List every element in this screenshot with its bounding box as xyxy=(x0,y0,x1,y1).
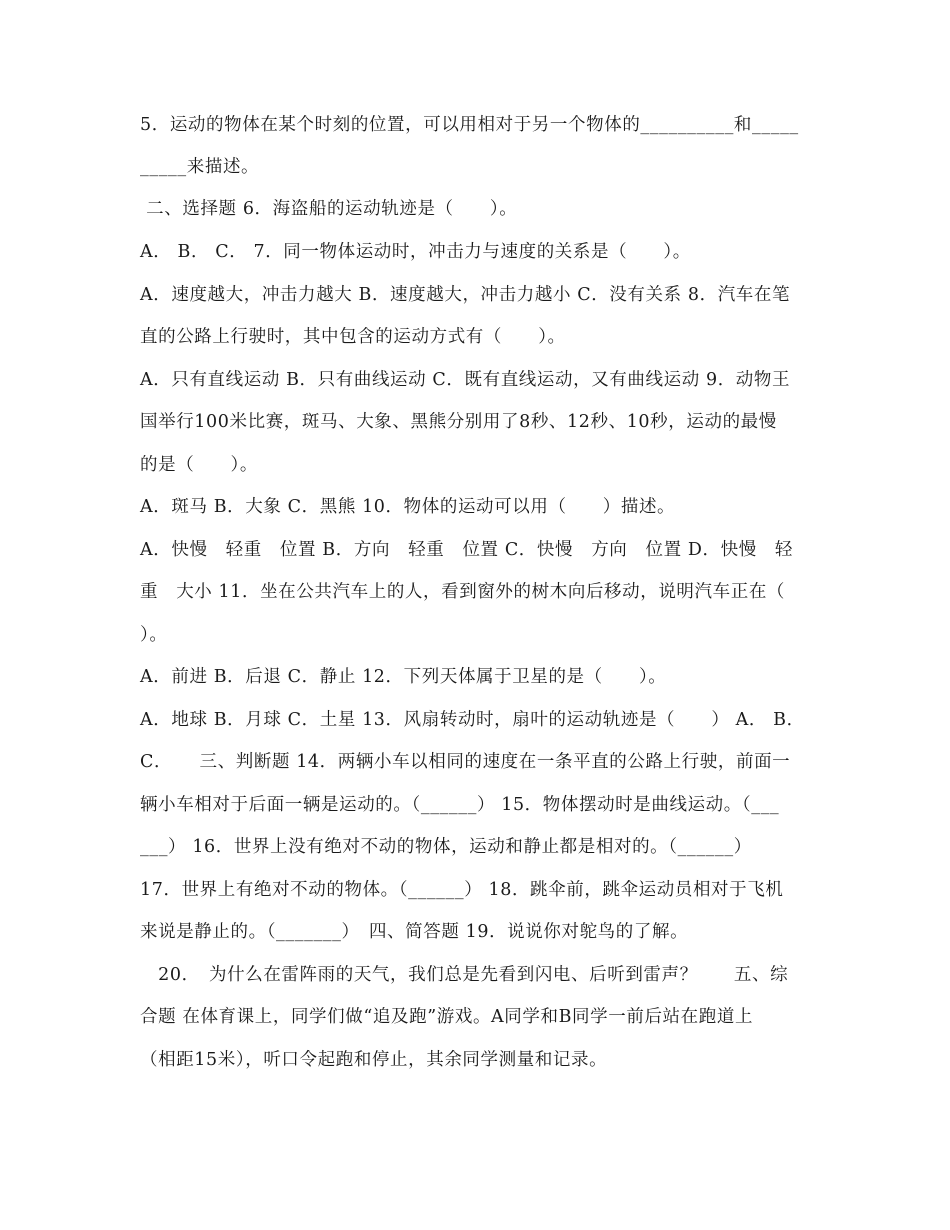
text-line: 二、选择题 6．海盗船的运动轨迹是（ ）。 xyxy=(140,199,518,219)
text-line: A．只有直线运动 B．只有曲线运动 C．既有直线运动，又有曲线运动 9．动物王 xyxy=(140,370,791,390)
text-line: 合题 在体育课上，同学们做“追及跑”游戏。A同学和B同学一前后站在跑道上 xyxy=(140,1007,754,1027)
text-line: C． 三、判断题 14．两辆小车以相同的速度在一条平直的公路上行驶，前面一 xyxy=(140,752,791,772)
text-line: 17．世界上有绝对不动的物体。（______） 18．跳伞前，跳伞运动员相对于飞机 xyxy=(140,880,784,900)
text-line: 直的公路上行驶时，其中包含的运动方式有（ ）。 xyxy=(140,327,566,347)
text-line: _____来描述。 xyxy=(140,157,260,177)
text-line: 重 大小 11．坐在公共汽车上的人，看到窗外的树木向后移动，说明汽车正在（ xyxy=(140,582,786,602)
text-line: A．速度越大，冲击力越大 B．速度越大，冲击力越小 C．没有关系 8．汽车在笔 xyxy=(140,285,791,305)
text-line: （相距15米），听口令起跑和停止，其余同学测量和记录。 xyxy=(140,1050,608,1070)
text-line: ）。 xyxy=(140,625,168,645)
text-line: A． B． C． 7．同一物体运动时，冲击力与速度的关系是（ ）。 xyxy=(140,242,691,262)
text-line: 国举行100米比赛，斑马、大象、黑熊分别用了8秒、12秒、10秒，运动的最慢 xyxy=(140,412,777,432)
text-line: 的是（ ）。 xyxy=(140,455,258,475)
text-line: 20． 为什么在雷阵雨的天气，我们总是先看到闪电、后听到雷声？ 五、综 xyxy=(140,965,789,985)
text-line: 辆小车相对于后面一辆是运动的。（______） 15．物体摆动时是曲线运动。（___ xyxy=(140,795,780,815)
text-line: A．前进 B．后退 C．静止 12．下列天体属于卫星的是（ ）。 xyxy=(140,667,667,687)
text-line: A．地球 B．月球 C．土星 13．风扇转动时，扇叶的运动轨迹是（ ） A． B． xyxy=(140,710,805,730)
text-line: ___） 16．世界上没有绝对不动的物体，运动和静止都是相对的。（______） xyxy=(140,837,752,857)
text-line: 来说是静止的。（_______） 四、简答题 19．说说你对鸵鸟的了解。 xyxy=(140,922,689,942)
text-line: 5．运动的物体在某个时刻的位置，可以用相对于另一个物体的__________和_____ xyxy=(140,115,799,135)
text-line: A．斑马 B．大象 C．黑熊 10．物体的运动可以用（ ）描述。 xyxy=(140,497,676,517)
text-line: A．快慢 轻重 位置 B．方向 轻重 位置 C．快慢 方向 位置 D．快慢 轻 xyxy=(140,540,794,560)
